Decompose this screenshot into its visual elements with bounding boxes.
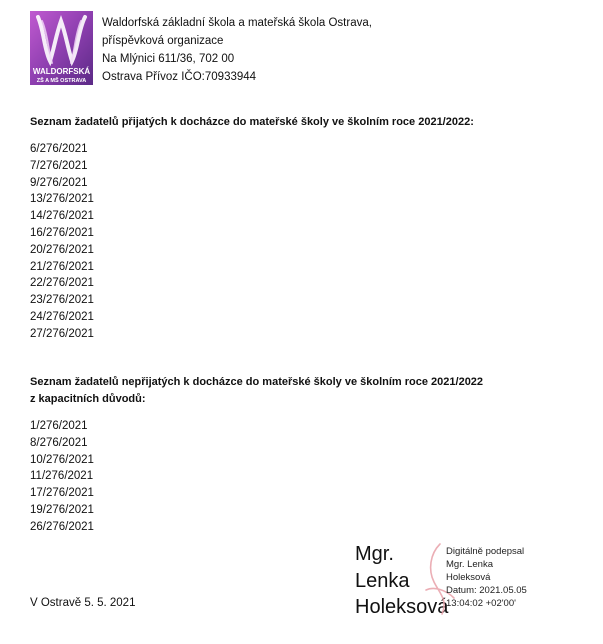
list-item: 10/276/2021 — [30, 453, 94, 466]
signature-info-line: Holeksová — [446, 572, 491, 583]
logo-text-1: WALDORFSKÁ — [32, 67, 91, 76]
logo-text-2: ZŠ A MŠ OSTRAVA — [36, 78, 87, 84]
accepted-list — [30, 141, 94, 343]
list-item: 26/276/2021 — [30, 520, 94, 533]
school-logo — [30, 11, 93, 85]
list-item: 22/276/2021 — [30, 277, 94, 290]
list-item: 14/276/2021 — [30, 210, 94, 223]
list-item: 7/276/2021 — [30, 159, 88, 172]
signature-name-line: Lenka — [355, 569, 410, 592]
list-item: 8/276/2021 — [30, 436, 88, 449]
school-name: Waldorfská základní škola a mateřská škola Ostrava, — [102, 17, 372, 29]
school-city-ico: Ostrava Přívoz IČO:70933944 — [102, 71, 257, 83]
list-item: 1/276/2021 — [30, 420, 88, 432]
list-item: 11/276/2021 — [30, 470, 94, 483]
list-item: 27/276/2021 — [30, 327, 94, 340]
rejected-heading-line-2: z kapacitních důvodů: — [30, 393, 146, 405]
accepted-heading: Seznam žadatelů přijatých k docházce do mateřské školy ve školním roce 2021/2022: — [30, 116, 474, 128]
signature-info-line: Digitálně podepsal — [446, 546, 525, 557]
school-street: Na Mlýnici 611/36, 702 00 — [102, 53, 235, 65]
place-and-date: V Ostravě 5. 5. 2021 — [30, 597, 136, 609]
list-item: 23/276/2021 — [30, 294, 94, 307]
list-item: 20/276/2021 — [30, 243, 94, 256]
list-item: 24/276/2021 — [30, 310, 94, 323]
list-item: 6/276/2021 — [30, 143, 88, 155]
list-item: 9/276/2021 — [30, 176, 88, 189]
school-address — [102, 14, 372, 86]
signature-info-line: 13:04:02 +02'00' — [446, 598, 516, 609]
rejected-heading-line-1: Seznam žadatelů nepřijatých k docházce do mateřské školy ve školním roce 2021/2022 — [30, 376, 484, 388]
rejected-list — [30, 418, 94, 536]
list-item: 21/276/2021 — [30, 260, 94, 273]
list-item: 19/276/2021 — [30, 503, 94, 516]
signature-name-line: Mgr. — [355, 543, 394, 565]
signature-info — [446, 545, 527, 610]
list-item: 13/276/2021 — [30, 193, 94, 206]
school-type: příspěvková organizace — [102, 35, 224, 47]
list-item: 16/276/2021 — [30, 226, 94, 239]
signature-name-line: Holeksová — [355, 596, 449, 618]
list-item: 17/276/2021 — [30, 487, 94, 500]
signature-info-line: Datum: 2021.05.05 — [446, 585, 527, 596]
school-logo-graphic — [30, 11, 93, 85]
signature-info-line: Mgr. Lenka — [446, 559, 493, 570]
rejected-heading — [30, 374, 483, 408]
